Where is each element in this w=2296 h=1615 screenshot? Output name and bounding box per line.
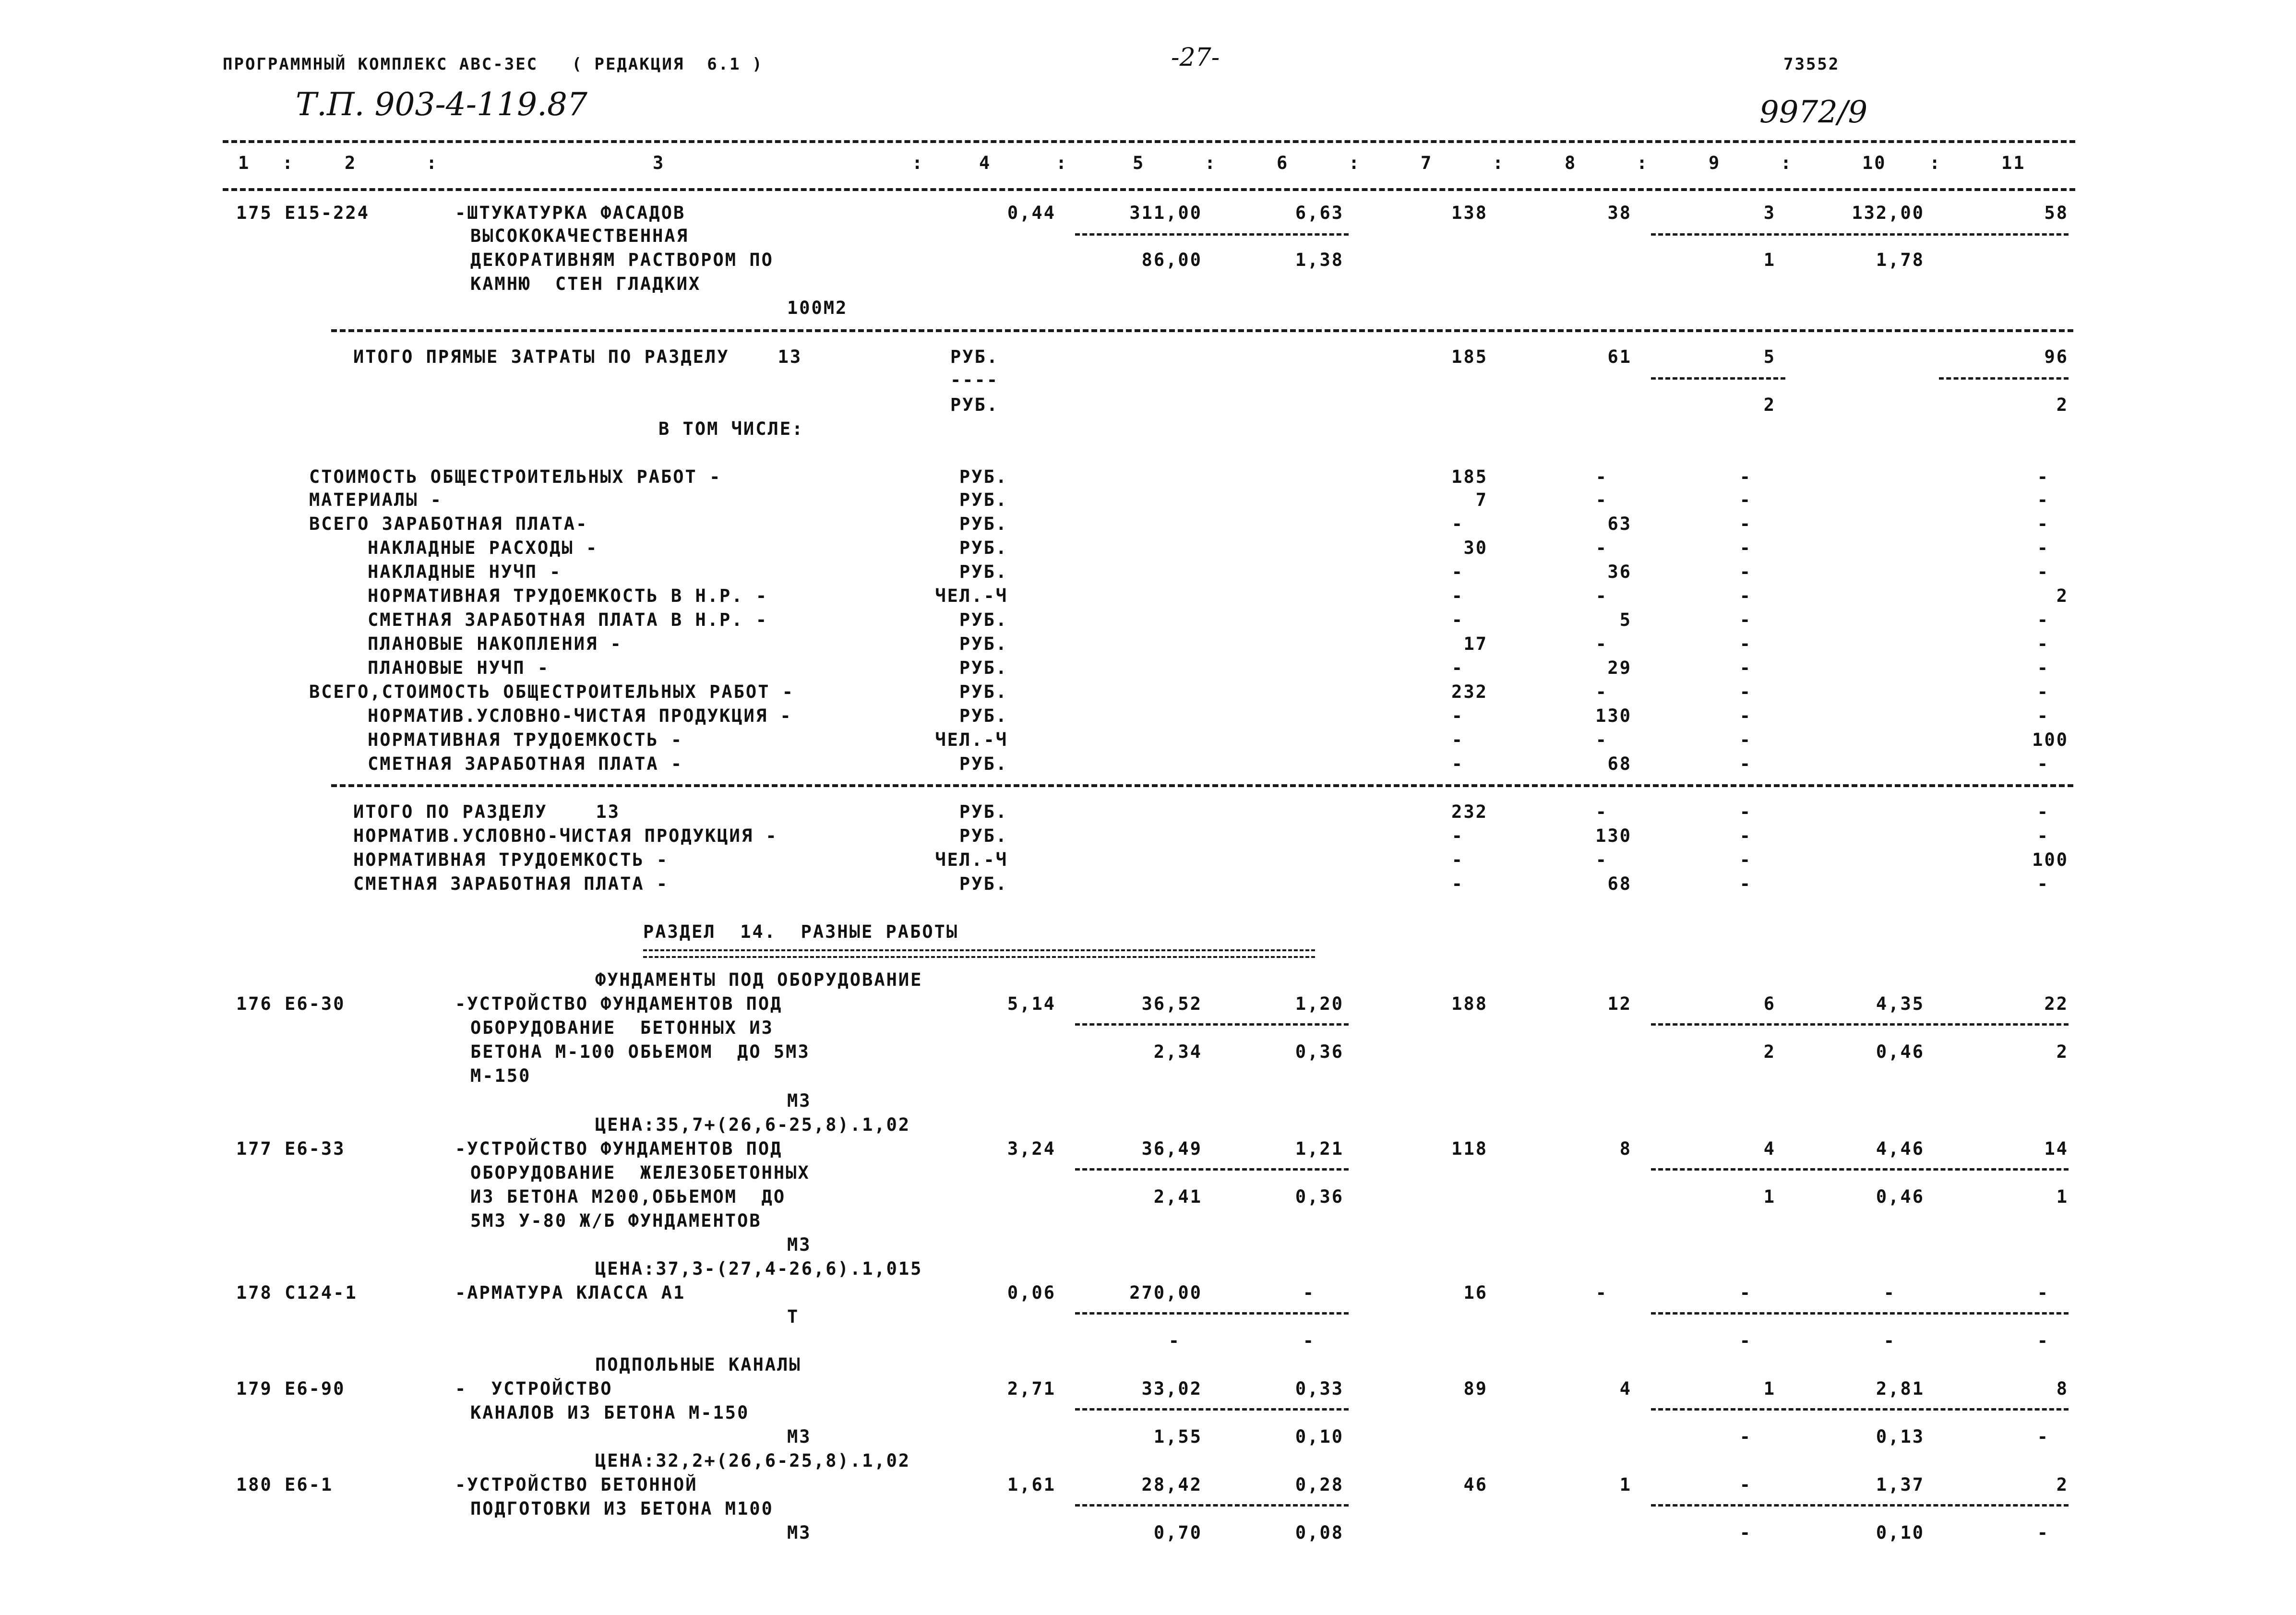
- table-line: ЦЕНА:37,3-(27,4-26,6).1,015: [595, 1258, 923, 1279]
- table-line: 100М2: [787, 298, 848, 318]
- value-cell: 2: [1763, 1041, 1776, 1062]
- column-header: 5: [1133, 153, 1145, 173]
- value-cell: 0,13: [1876, 1426, 1925, 1447]
- value-cell: 0,28: [1295, 1474, 1344, 1495]
- value-cell: -: [2037, 562, 2049, 582]
- table-line: -ШТУКАТУРКА ФАСАДОВ: [455, 203, 686, 223]
- value-cell: -: [2037, 1522, 2049, 1543]
- column-header: 7: [1421, 153, 1433, 173]
- value-cell: 1,37: [1876, 1474, 1925, 1495]
- value-cell: -: [1739, 1282, 1752, 1303]
- value-cell: 28,42: [1141, 1474, 1202, 1495]
- table-line: 176 Е6-30: [236, 993, 346, 1014]
- value-cell: 185: [1451, 467, 1488, 487]
- value-cell: -: [1739, 706, 1752, 726]
- program-header: ПРОГРАММНЫЙ КОМПЛЕКС АВС-3ЕС ( РЕДАКЦИЯ 6.1 ): [223, 55, 764, 74]
- table-line: 180 Е6-1: [236, 1474, 334, 1495]
- value-cell: -: [2037, 490, 2049, 510]
- value-cell: 130: [1595, 706, 1632, 726]
- table-line: СМЕТНАЯ ЗАРАБОТНАЯ ПЛАТА -: [353, 873, 669, 894]
- unit-cell: РУБ.: [959, 610, 1008, 630]
- value-cell: 2: [2056, 1041, 2069, 1062]
- value-cell: 0,44: [1007, 203, 1056, 223]
- value-cell: -: [2037, 682, 2049, 702]
- value-cell: 33,02: [1141, 1378, 1202, 1399]
- table-line: РАЗДЕЛ 14. РАЗНЫЕ РАБОТЫ: [643, 921, 959, 942]
- column-header: :: [1493, 153, 1505, 173]
- value-cell: -: [1451, 562, 1464, 582]
- value-cell: -: [1595, 467, 1608, 487]
- rule-sub-175: [1075, 233, 1349, 236]
- value-cell: 8: [1619, 1138, 1632, 1159]
- rule-section-total: [331, 329, 2073, 332]
- value-cell: 1: [1763, 1186, 1776, 1207]
- value-cell: 17: [1463, 634, 1488, 654]
- value-cell: -: [1739, 825, 1752, 846]
- unit-cell: РУБ.: [959, 538, 1008, 558]
- table-line: НАКЛАДНЫЕ НУЧП -: [368, 562, 562, 582]
- table-line: 5М3 У-80 Ж/Б ФУНДАМЕНТОВ: [470, 1210, 762, 1231]
- value-cell: 0,46: [1876, 1041, 1925, 1062]
- table-line: - УСТРОЙСТВО: [455, 1378, 613, 1399]
- value-cell: -: [1595, 1282, 1608, 1303]
- value-cell: 5: [1619, 610, 1632, 630]
- table-line: КАМНЮ СТЕН ГЛАДКИХ: [470, 274, 701, 294]
- value-cell: 12: [1607, 993, 1632, 1014]
- value-cell: -: [1451, 730, 1464, 750]
- table-line: 177 Е6-33: [236, 1138, 346, 1159]
- value-cell: 1,21: [1295, 1138, 1344, 1159]
- value-cell: 188: [1451, 993, 1488, 1014]
- value-cell: 1: [1763, 1378, 1776, 1399]
- value-cell: 61: [1607, 347, 1632, 367]
- column-header: :: [912, 153, 924, 173]
- value-cell: 2,81: [1876, 1378, 1925, 1399]
- value-cell: -: [1739, 1522, 1752, 1543]
- column-header: 1: [238, 153, 251, 173]
- value-cell: -: [1595, 538, 1608, 558]
- value-cell: 0,70: [1153, 1522, 1202, 1543]
- value-cell: 22: [2044, 993, 2069, 1014]
- value-cell: -: [2037, 1330, 2049, 1351]
- rule-sub-180b: [1651, 1504, 2069, 1507]
- column-header: :: [1929, 153, 1942, 173]
- value-cell: -: [1739, 754, 1752, 774]
- unit-cell: РУБ.: [959, 658, 1008, 678]
- table-line: В ТОМ ЧИСЛЕ:: [658, 419, 804, 439]
- rule-header-bottom: [223, 188, 2075, 191]
- value-cell: -: [1451, 706, 1464, 726]
- rule-section-end: [331, 784, 2073, 787]
- value-cell: -: [1883, 1330, 1896, 1351]
- table-line: М3: [787, 1426, 812, 1447]
- value-cell: -: [1739, 1330, 1752, 1351]
- table-line: РУБ.: [950, 395, 999, 415]
- table-line: КАНАЛОВ ИЗ БЕТОНА М-150: [470, 1402, 750, 1423]
- value-cell: 4: [1763, 1138, 1776, 1159]
- value-cell: 0,36: [1295, 1041, 1344, 1062]
- value-cell: -: [2037, 706, 2049, 726]
- value-cell: -: [1451, 754, 1464, 774]
- value-cell: 30: [1463, 538, 1488, 558]
- rule-sub-180: [1075, 1504, 1349, 1507]
- rule-top: [223, 140, 2075, 143]
- value-cell: 0,06: [1007, 1282, 1056, 1303]
- unit-cell: РУБ.: [959, 467, 1008, 487]
- table-line: 179 Е6-90: [236, 1378, 346, 1399]
- column-header: :: [426, 153, 439, 173]
- table-line: СТОИМОСТЬ ОБЩЕСТРОИТЕЛЬНЫХ РАБОТ -: [309, 467, 722, 487]
- value-cell: -: [1739, 562, 1752, 582]
- table-line: -УСТРОЙСТВО ФУНДАМЕНТОВ ПОД: [455, 1138, 783, 1159]
- value-cell: 270,00: [1129, 1282, 1202, 1303]
- value-cell: -: [1168, 1330, 1181, 1351]
- page-number: -27-: [1171, 43, 1220, 72]
- table-line: НАКЛАДНЫЕ РАСХОДЫ -: [368, 538, 598, 558]
- unit-cell: РУБ.: [959, 754, 1008, 774]
- table-line: РУБ.: [950, 347, 999, 367]
- unit-cell: РУБ.: [959, 634, 1008, 654]
- column-header: 6: [1277, 153, 1289, 173]
- value-cell: 1,78: [1876, 250, 1925, 270]
- value-cell: -: [1739, 873, 1752, 894]
- table-line: ЦЕНА:32,2+(26,6-25,8).1,02: [595, 1450, 911, 1471]
- table-line: М3: [787, 1234, 812, 1255]
- table-line: М3: [787, 1522, 812, 1543]
- value-cell: 232: [1451, 802, 1488, 822]
- value-cell: 63: [1607, 514, 1632, 534]
- table-line: -УСТРОЙСТВО ФУНДАМЕНТОВ ПОД: [455, 993, 783, 1014]
- value-cell: -: [2037, 634, 2049, 654]
- value-cell: 0,33: [1295, 1378, 1344, 1399]
- value-cell: 1: [1763, 250, 1776, 270]
- value-cell: -: [1739, 586, 1752, 606]
- value-cell: -: [1595, 490, 1608, 510]
- value-cell: -: [2037, 1282, 2049, 1303]
- value-cell: -: [1739, 1426, 1752, 1447]
- table-line: ОБОРУДОВАНИЕ ЖЕЛЕЗОБЕТОННЫХ: [470, 1162, 810, 1183]
- value-cell: -: [1739, 490, 1752, 510]
- column-header: 8: [1565, 153, 1577, 173]
- table-line: ----: [950, 370, 999, 390]
- value-cell: 5,14: [1007, 993, 1056, 1014]
- value-cell: -: [1303, 1330, 1315, 1351]
- value-cell: 138: [1451, 203, 1488, 223]
- column-header: :: [1781, 153, 1793, 173]
- value-cell: 2,34: [1153, 1041, 1202, 1062]
- value-cell: 1,61: [1007, 1474, 1056, 1495]
- value-cell: -: [1451, 849, 1464, 870]
- rule-sub-175b: [1651, 233, 2069, 236]
- value-cell: 5: [1763, 347, 1776, 367]
- value-cell: -: [2037, 1426, 2049, 1447]
- unit-cell: РУБ.: [959, 490, 1008, 510]
- value-cell: -: [2037, 610, 2049, 630]
- value-cell: 1: [1619, 1474, 1632, 1495]
- value-cell: 232: [1451, 682, 1488, 702]
- table-line: НОРМАТИВНАЯ ТРУДОЕМКОСТЬ -: [368, 730, 683, 750]
- value-cell: 132,00: [1852, 203, 1925, 223]
- rule-sub-178: [1075, 1312, 1349, 1315]
- value-cell: 130: [1595, 825, 1632, 846]
- value-cell: 1,55: [1153, 1426, 1202, 1447]
- rule-sub-177b: [1651, 1168, 2069, 1171]
- table-line: ИТОГО ПРЯМЫЕ ЗАТРАТЫ ПО РАЗДЕЛУ 13: [353, 347, 802, 367]
- value-cell: 96: [2044, 347, 2069, 367]
- column-header: 10: [1862, 153, 1887, 173]
- value-cell: -: [1595, 682, 1608, 702]
- value-cell: -: [1451, 873, 1464, 894]
- value-cell: 4: [1619, 1378, 1632, 1399]
- table-line: М3: [787, 1090, 812, 1111]
- value-cell: 4,46: [1876, 1138, 1925, 1159]
- column-header: :: [1205, 153, 1217, 173]
- table-line: ПЛАНОВЫЕ НАКОПЛЕНИЯ -: [368, 634, 622, 654]
- table-line: ЦЕНА:35,7+(26,6-25,8).1,02: [595, 1114, 911, 1135]
- value-cell: 68: [1607, 754, 1632, 774]
- value-cell: 58: [2044, 203, 2069, 223]
- value-cell: -: [1739, 610, 1752, 630]
- value-cell: 6: [1763, 993, 1776, 1014]
- value-cell: -: [2037, 538, 2049, 558]
- table-line: ОБОРУДОВАНИЕ БЕТОННЫХ ИЗ: [470, 1017, 774, 1038]
- doc-code: 73552: [1783, 55, 1840, 74]
- value-cell: 0,36: [1295, 1186, 1344, 1207]
- value-cell: -: [1739, 730, 1752, 750]
- table-line: 178 С124-1: [236, 1282, 358, 1303]
- value-cell: -: [1739, 658, 1752, 678]
- value-cell: -: [2037, 514, 2049, 534]
- value-cell: -: [1739, 802, 1752, 822]
- value-cell: 2: [1763, 395, 1776, 415]
- unit-cell: РУБ.: [959, 682, 1008, 702]
- value-cell: 8: [2056, 1378, 2069, 1399]
- rule-sub-176: [1075, 1023, 1349, 1026]
- table-line: ПОДГОТОВКИ ИЗ БЕТОНА М100: [470, 1498, 774, 1519]
- table-line: НОРМАТИВНАЯ ТРУДОЕМКОСТЬ -: [353, 849, 669, 870]
- column-header: 2: [345, 153, 357, 173]
- value-cell: -: [1595, 849, 1608, 870]
- unit-cell: ЧЕЛ.-Ч: [935, 586, 1008, 606]
- value-cell: 38: [1607, 203, 1632, 223]
- value-cell: 3,24: [1007, 1138, 1056, 1159]
- value-cell: 0,10: [1295, 1426, 1344, 1447]
- value-cell: -: [1451, 586, 1464, 606]
- value-cell: -: [2037, 873, 2049, 894]
- unit-cell: РУБ.: [959, 825, 1008, 846]
- value-cell: -: [1303, 1282, 1315, 1303]
- value-cell: 16: [1463, 1282, 1488, 1303]
- value-cell: 4,35: [1876, 993, 1925, 1014]
- value-cell: -: [2037, 754, 2049, 774]
- value-cell: 7: [1475, 490, 1488, 510]
- value-cell: -: [1739, 1474, 1752, 1495]
- rule-sub-179b: [1651, 1408, 2069, 1411]
- value-cell: 86,00: [1141, 250, 1202, 270]
- value-cell: 2: [2056, 395, 2069, 415]
- value-cell: -: [1739, 467, 1752, 487]
- value-cell: 68: [1607, 873, 1632, 894]
- value-cell: 2,71: [1007, 1378, 1056, 1399]
- table-line: МАТЕРИАЛЫ -: [309, 490, 443, 510]
- rule-double-section: [643, 949, 1315, 958]
- value-cell: -: [1739, 538, 1752, 558]
- value-cell: 36: [1607, 562, 1632, 582]
- column-header: 9: [1709, 153, 1721, 173]
- table-line: ИТОГО ПО РАЗДЕЛУ 13: [353, 802, 621, 822]
- value-cell: 36,52: [1141, 993, 1202, 1014]
- value-cell: -: [1739, 682, 1752, 702]
- value-cell: -: [1451, 610, 1464, 630]
- value-cell: 2,41: [1153, 1186, 1202, 1207]
- table-line: СМЕТНАЯ ЗАРАБОТНАЯ ПЛАТА -: [368, 754, 683, 774]
- value-cell: 2: [2056, 586, 2069, 606]
- table-line: ВЫСОКОКАЧЕСТВЕННАЯ: [470, 226, 689, 246]
- value-cell: -: [1739, 514, 1752, 534]
- table-line: ПОДПОЛЬНЫЕ КАНАЛЫ: [595, 1354, 801, 1375]
- rule-sub-176b: [1651, 1023, 2069, 1026]
- column-header: :: [1637, 153, 1649, 173]
- value-cell: 3: [1763, 203, 1776, 223]
- value-cell: -: [2037, 802, 2049, 822]
- column-header: :: [282, 153, 295, 173]
- table-line: М-150: [470, 1065, 531, 1086]
- value-cell: -: [1451, 825, 1464, 846]
- value-cell: -: [1883, 1282, 1896, 1303]
- unit-cell: РУБ.: [959, 802, 1008, 822]
- unit-cell: РУБ.: [959, 706, 1008, 726]
- value-cell: -: [2037, 825, 2049, 846]
- value-cell: -: [1595, 802, 1608, 822]
- column-header: 11: [2001, 153, 2026, 173]
- value-cell: -: [2037, 467, 2049, 487]
- value-cell: -: [1739, 634, 1752, 654]
- table-line: ВСЕГО,СТОИМОСТЬ ОБЩЕСТРОИТЕЛЬНЫХ РАБОТ -: [309, 682, 795, 702]
- unit-cell: ЧЕЛ.-Ч: [935, 849, 1008, 870]
- value-cell: 2: [2056, 1474, 2069, 1495]
- rule-sub-total-b: [1939, 377, 2069, 380]
- value-cell: -: [1451, 658, 1464, 678]
- unit-cell: РУБ.: [959, 562, 1008, 582]
- table-line: БЕТОНА М-100 ОБЬЕМОМ ДО 5М3: [470, 1041, 810, 1062]
- value-cell: 1,38: [1295, 250, 1344, 270]
- value-cell: -: [1595, 586, 1608, 606]
- table-line: ФУНДАМЕНТЫ ПОД ОБОРУДОВАНИЕ: [595, 969, 923, 990]
- project-code: Т.П. 903-4-119.87: [296, 86, 588, 123]
- value-cell: -: [2037, 658, 2049, 678]
- value-cell: -: [1451, 514, 1464, 534]
- table-line: ИЗ БЕТОНА М200,ОБЬЕМОМ ДО: [470, 1186, 786, 1207]
- table-line: Т: [787, 1306, 800, 1327]
- table-line: НОРМАТИВ.УСЛОВНО-ЧИСТАЯ ПРОДУКЦИЯ -: [353, 825, 778, 846]
- rule-sub-177: [1075, 1168, 1349, 1171]
- value-cell: 311,00: [1129, 203, 1202, 223]
- value-cell: 46: [1463, 1474, 1488, 1495]
- value-cell: -: [1595, 634, 1608, 654]
- table-line: ВСЕГО ЗАРАБОТНАЯ ПЛАТА-: [309, 514, 588, 534]
- table-line: 175 Е15-224: [236, 203, 370, 223]
- column-header: :: [1349, 153, 1361, 173]
- unit-cell: ЧЕЛ.-Ч: [935, 730, 1008, 750]
- value-cell: -: [1739, 849, 1752, 870]
- unit-cell: РУБ.: [959, 514, 1008, 534]
- unit-cell: РУБ.: [959, 873, 1008, 894]
- table-line: ПЛАНОВЫЕ НУЧП -: [368, 658, 550, 678]
- rule-sub-178b: [1651, 1312, 2069, 1315]
- table-line: СМЕТНАЯ ЗАРАБОТНАЯ ПЛАТА В Н.Р. -: [368, 610, 768, 630]
- table-line: НОРМАТИВНАЯ ТРУДОЕМКОСТЬ В Н.Р. -: [368, 586, 768, 606]
- value-cell: 0,10: [1876, 1522, 1925, 1543]
- estimate-number: 9972/9: [1759, 95, 1868, 130]
- table-line: -АРМАТУРА КЛАССА А1: [455, 1282, 686, 1303]
- value-cell: 36,49: [1141, 1138, 1202, 1159]
- value-cell: 100: [2032, 730, 2069, 750]
- table-line: НОРМАТИВ.УСЛОВНО-ЧИСТАЯ ПРОДУКЦИЯ -: [368, 706, 792, 726]
- value-cell: 1,20: [1295, 993, 1344, 1014]
- rule-sub-total: [1651, 377, 1785, 380]
- rule-sub-179: [1075, 1408, 1349, 1411]
- value-cell: 100: [2032, 849, 2069, 870]
- value-cell: 6,63: [1295, 203, 1344, 223]
- value-cell: -: [1595, 730, 1608, 750]
- value-cell: 89: [1463, 1378, 1488, 1399]
- value-cell: 0,08: [1295, 1522, 1344, 1543]
- value-cell: 0,46: [1876, 1186, 1925, 1207]
- table-line: -УСТРОЙСТВО БЕТОННОЙ: [455, 1474, 698, 1495]
- column-header: 4: [979, 153, 992, 173]
- value-cell: 29: [1607, 658, 1632, 678]
- value-cell: 14: [2044, 1138, 2069, 1159]
- column-header: :: [1056, 153, 1068, 173]
- table-line: ДЕКОРАТИВНЯМ РАСТВОРОМ ПО: [470, 250, 774, 270]
- value-cell: 185: [1451, 347, 1488, 367]
- column-header: 3: [653, 153, 665, 173]
- value-cell: 118: [1451, 1138, 1488, 1159]
- value-cell: 1: [2056, 1186, 2069, 1207]
